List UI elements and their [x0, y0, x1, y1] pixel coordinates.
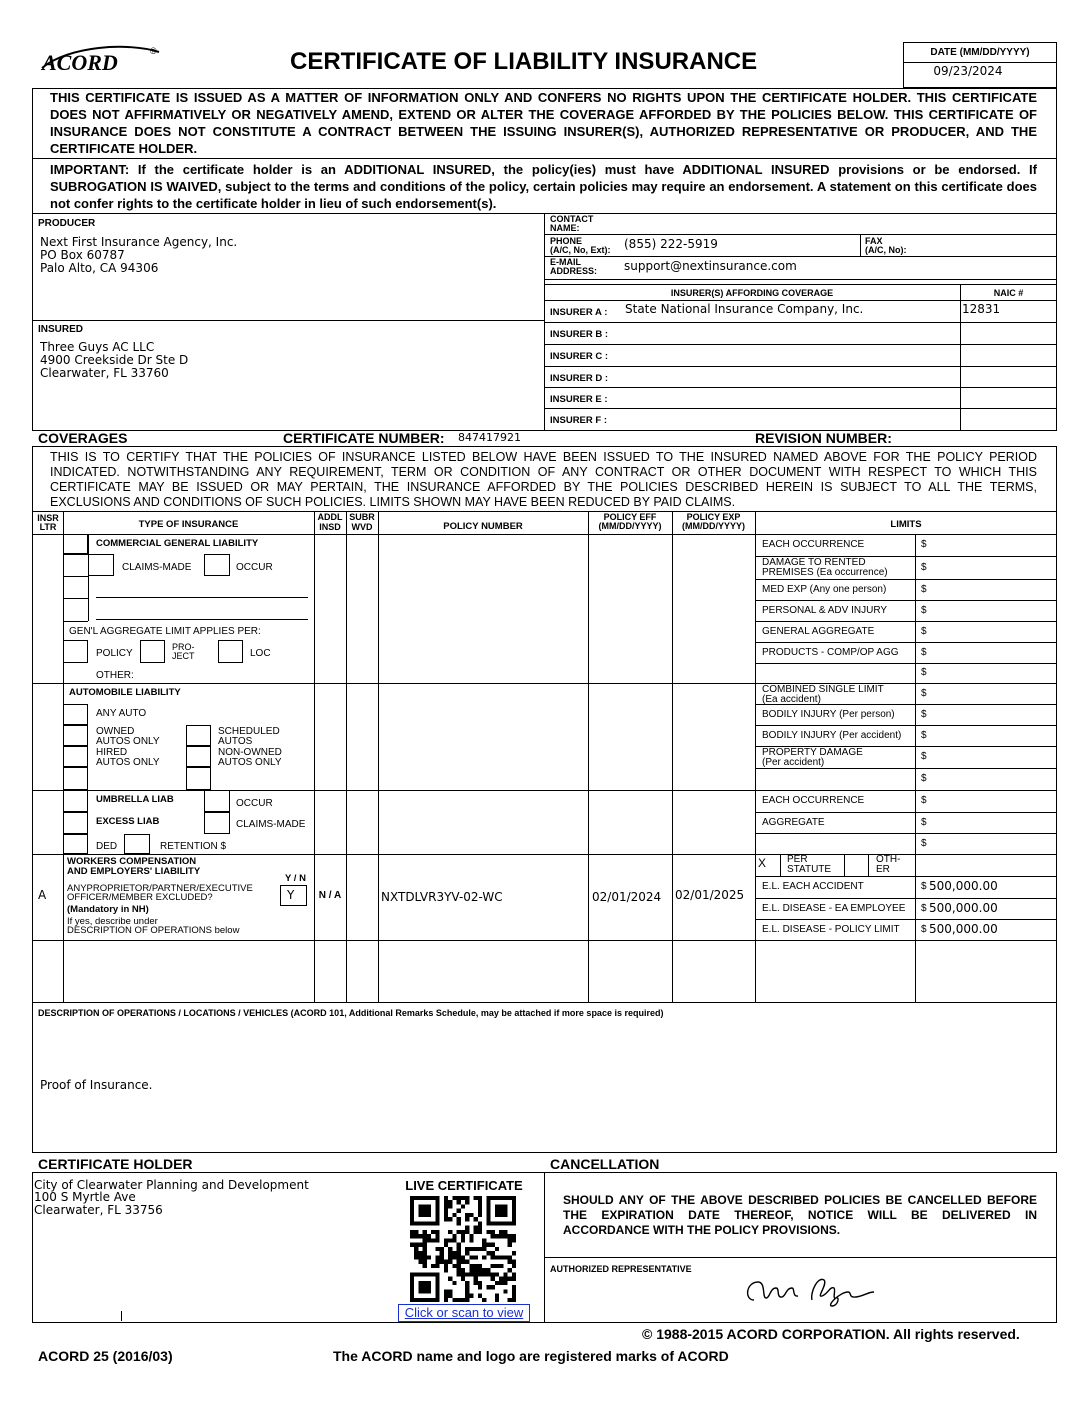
insurer-label: INSURER E : — [550, 394, 608, 405]
retention-checkbox[interactable] — [124, 834, 150, 854]
limit-dollar: $ — [921, 903, 927, 914]
scheduled-autos-checkbox[interactable] — [186, 725, 211, 746]
limit-label: GENERAL AGGREGATE — [762, 626, 875, 637]
limit-dollar: $ — [921, 626, 927, 637]
umbrella-claims-made-label: CLAIMS-MADE — [236, 819, 306, 830]
cert-number-value: 847417921 — [458, 431, 521, 444]
other-label: OTHER: — [96, 670, 134, 681]
insurers-header: INSURER(S) AFFORDING COVERAGE — [670, 288, 834, 298]
limit-dollar: $ — [921, 730, 927, 741]
holder-address1: 100 S Myrtle Ave — [34, 1190, 136, 1204]
col-policy-exp: POLICY EXP (MM/DD/YYYY) — [682, 512, 745, 531]
limit-dollar: $ — [921, 605, 927, 616]
limit-dollar: $ — [921, 881, 927, 892]
naic-header: NAIC # — [993, 288, 1024, 298]
limit-dollar: $ — [921, 817, 927, 828]
acord-logo — [38, 42, 163, 78]
limit-label: DAMAGE TO RENTED PREMISES (Ea occurrence) — [762, 557, 888, 578]
any-auto-label: ANY AUTO — [96, 708, 147, 719]
view-certificate-link[interactable]: Click or scan to view — [398, 1304, 530, 1322]
limit-label: AGGREGATE — [762, 817, 825, 828]
auto-title: AUTOMOBILE LIABILITY — [69, 687, 181, 698]
auto-blank-checkbox-2[interactable] — [186, 767, 211, 790]
live-certificate-label: LIVE CERTIFICATE — [405, 1178, 523, 1193]
insurer-label: INSURER F : — [550, 415, 607, 426]
insured-address2: Clearwater, FL 33760 — [40, 366, 169, 380]
limit-dollar: $ — [921, 688, 927, 699]
cancellation-label: CANCELLATION — [550, 1156, 660, 1172]
certificate-holder-label: CERTIFICATE HOLDER — [38, 1156, 193, 1172]
workers-policy-number: NXTDLVR3YV-02-WC — [381, 890, 503, 904]
col-limits: LIMITS — [890, 519, 922, 530]
limit-dollar: $ — [921, 647, 927, 658]
limit-dollar: $ — [921, 838, 927, 849]
insurer-naic: 12831 — [962, 302, 1001, 316]
date-label: DATE (MM/DD/YYYY) — [930, 47, 1030, 58]
svg-text:®: ® — [150, 46, 157, 56]
limit-label: PROPERTY DAMAGE (Per accident) — [762, 747, 863, 768]
cert-number-label: CERTIFICATE NUMBER: — [283, 430, 445, 446]
workers-excluded-value: Y — [287, 888, 295, 902]
limit-label: E.L. DISEASE - POLICY LIMIT — [762, 924, 900, 935]
holder-address2: Clearwater, FL 33756 — [34, 1203, 163, 1217]
col-policy-number: POLICY NUMBER — [443, 521, 523, 532]
insurer-name: State National Insurance Company, Inc. — [625, 302, 864, 316]
claims-made-checkbox[interactable] — [88, 554, 114, 576]
occur-checkbox[interactable] — [204, 554, 230, 576]
loc-checkbox[interactable] — [218, 640, 243, 663]
limit-dollar: $ — [921, 584, 927, 595]
per-statute-mark: X — [758, 856, 767, 870]
cancellation-text: SHOULD ANY OF THE ABOVE DESCRIBED POLICIES BE CANCELLED BEFORE THE EXPIRATION DATE THEREOF, NOTICE WILL BE DELIVERED IN ACCORDANCE WITH THE POLICY PROVISIONS. — [563, 1193, 1037, 1237]
excess-checkbox[interactable] — [63, 812, 88, 834]
workers-proprietor-label: ANYPROPRIETOR/PARTNER/EXECUTIVE OFFICER/MEMBER EXCLUDED? — [67, 883, 253, 903]
description-label: DESCRIPTION OF OPERATIONS / LOCATIONS / VEHICLES (ACORD 101, Additional Remarks Schedule, may be attached if more space is required) — [38, 1008, 664, 1018]
limit-label: BODILY INJURY (Per person) — [762, 709, 895, 720]
disclaimer-text: THIS CERTIFICATE IS ISSUED AS A MATTER OF INFORMATION ONLY AND CONFERS NO RIGHTS UPON THE CERTIFICATE HOLDER. THIS CERTIFICATE DOES NOT AFFIRMATIVELY OR NEGATIVELY AMEND, EXTEND OR ALTER THE COVERAGE AFFORDED BY THE POLICIES BELOW. THIS CERTIFICATE OF INSURANCE DOES NOT CONSTITUTE A CONTRACT BETWEEN THE ISSUING INSURER(S), AUTHORIZED REPRESENTATIVE OR PRODUCER, AND THE CERTIFICATE HOLDER. — [50, 90, 1037, 156]
limit-value: 500,000.00 — [929, 901, 998, 915]
umbrella-label: UMBRELLA LIAB — [96, 794, 174, 805]
limit-dollar: $ — [921, 795, 927, 806]
workers-yn-label: Y / N — [285, 873, 306, 884]
authorized-signature — [740, 1270, 880, 1312]
umbrella-checkbox[interactable] — [63, 790, 88, 812]
workers-mandatory: (Mandatory in NH) — [67, 904, 149, 915]
limit-dollar: $ — [921, 924, 927, 935]
policy-checkbox[interactable] — [63, 640, 88, 663]
limit-label: BODILY INJURY (Per accident) — [762, 730, 902, 741]
any-auto-checkbox[interactable] — [63, 704, 88, 725]
revision-number-label: REVISION NUMBER: — [755, 430, 892, 446]
phone-label: PHONE (A/C, No, Ext): — [550, 236, 611, 255]
insurer-label: INSURER A : — [550, 307, 608, 318]
per-statute-label: PER STATUTE — [787, 854, 832, 875]
insurer-label: INSURER B : — [550, 329, 609, 340]
policy-label: POLICY — [96, 648, 133, 659]
claims-made-label: CLAIMS-MADE — [122, 562, 192, 573]
copyright-text: © 1988-2015 ACORD CORPORATION. All rights reserved. — [642, 1326, 1020, 1342]
scheduled-autos-label: SCHEDULED AUTOS — [218, 726, 280, 747]
occur-label: OCCUR — [236, 562, 273, 573]
owned-autos-label: OWNED AUTOS ONLY — [96, 726, 160, 747]
producer-label: PRODUCER — [38, 218, 96, 229]
holder-name: City of Clearwater Planning and Development — [34, 1178, 309, 1192]
limit-dollar: $ — [921, 539, 927, 550]
producer-address2: Palo Alto, CA 94306 — [40, 261, 159, 275]
excess-label: EXCESS LIAB — [96, 816, 160, 827]
col-subr: SUBR WVD — [349, 512, 375, 532]
phone-value: (855) 222-5919 — [624, 237, 718, 251]
insured-name: Three Guys AC LLC — [40, 340, 155, 354]
limit-label: EACH OCCURRENCE — [762, 539, 865, 550]
ded-label: DED — [96, 841, 118, 852]
cgl-title: COMMERCIAL GENERAL LIABILITY — [96, 538, 259, 549]
limit-dollar: $ — [921, 667, 927, 678]
svg-text:ACORD: ACORD — [42, 50, 118, 75]
limit-dollar: $ — [921, 751, 927, 762]
nonowned-autos-label: NON-OWNED AUTOS ONLY — [218, 747, 282, 768]
limit-label: E.L. EACH ACCIDENT — [762, 881, 864, 892]
project-label: PRO- JECT — [172, 642, 195, 661]
producer-address1: PO Box 60787 — [40, 248, 125, 262]
col-policy-eff: POLICY EFF (MM/DD/YYYY) — [598, 512, 662, 531]
col-addl: ADDL INSD — [317, 512, 343, 532]
retention-label: RETENTION $ — [160, 841, 227, 852]
workers-insr-ltr: A — [38, 888, 47, 902]
col-insr-ltr: INSR LTR — [37, 513, 59, 532]
owned-autos-checkbox[interactable] — [63, 725, 88, 746]
other-statute-label: OTH- ER — [876, 854, 901, 875]
date-value: 09/23/2024 — [933, 64, 1003, 78]
col-type: TYPE OF INSURANCE — [138, 519, 239, 530]
email-label: E-MAIL ADDRESS: — [550, 257, 598, 276]
nonowned-autos-checkbox[interactable] — [186, 746, 211, 767]
loc-label: LOC — [250, 648, 271, 659]
authorized-rep-label: AUTHORIZED REPRESENTATIVE — [550, 1264, 692, 1274]
ded-checkbox[interactable] — [63, 834, 88, 854]
fax-label: FAX (A/C, No): — [865, 236, 907, 255]
agg-applies-label: GEN'L AGGREGATE LIMIT APPLIES PER: — [69, 626, 261, 637]
limit-value: 500,000.00 — [929, 922, 998, 936]
limit-dollar: $ — [921, 773, 927, 784]
limit-dollar: $ — [921, 709, 927, 720]
important-text: IMPORTANT: If the certificate holder is an ADDITIONAL INSURED, the policy(ies) must have ADDITIONAL INSURED provisions or be endorsed. If SUBROGATION IS WAIVED, subject to the terms and conditions of the policy, certain policies may require an endorsement. A statement on this certificate does not confer rights to the certificate holder in lieu of such endorsement(s). — [50, 162, 1037, 211]
insurer-label: INSURER C : — [550, 351, 609, 362]
contact-name-label: CONTACT NAME: — [550, 214, 594, 233]
limit-label: E.L. DISEASE - EA EMPLOYEE — [762, 903, 906, 914]
umbrella-occur-label: OCCUR — [236, 798, 273, 809]
project-checkbox[interactable] — [140, 640, 165, 663]
insured-label: INSURED — [38, 324, 84, 335]
workers-eff: 02/01/2024 — [592, 890, 662, 904]
cgl-checkbox[interactable] — [63, 534, 88, 554]
limit-dollar: $ — [921, 562, 927, 573]
limit-label: PERSONAL & ADV INJURY — [762, 605, 888, 616]
description-text: Proof of Insurance. — [40, 1078, 153, 1092]
workers-title: WORKERS COMPENSATION AND EMPLOYERS' LIABILITY — [67, 856, 201, 877]
form-number: ACORD 25 (2016/03) — [38, 1348, 173, 1364]
limit-label: EACH OCCURRENCE — [762, 795, 865, 806]
umbrella-claims-made-checkbox[interactable] — [204, 812, 230, 834]
workers-na: N / A — [318, 890, 342, 901]
insured-address1: 4900 Creekside Dr Ste D — [40, 353, 189, 367]
hired-autos-checkbox[interactable] — [63, 746, 88, 767]
page-title: CERTIFICATE OF LIABILITY INSURANCE — [290, 48, 758, 75]
umbrella-occur-checkbox[interactable] — [204, 790, 230, 812]
coverages-label: COVERAGES — [38, 430, 128, 446]
workers-exp: 02/01/2025 — [675, 888, 745, 902]
insurer-label: INSURER D : — [550, 373, 609, 384]
limit-label: MED EXP (Any one person) — [762, 584, 887, 595]
auto-blank-checkbox-1[interactable] — [63, 767, 88, 790]
workers-ifyes: If yes, describe under DESCRIPTION OF OPERATIONS below — [67, 916, 240, 936]
qr-code-icon[interactable] — [410, 1196, 516, 1302]
hired-autos-label: HIRED AUTOS ONLY — [96, 747, 160, 768]
coverages-statement: THIS IS TO CERTIFY THAT THE POLICIES OF INSURANCE LISTED BELOW HAVE BEEN ISSUED TO THE INSURED NAMED ABOVE FOR THE POLICY PERIOD INDICATED. NOTWITHSTANDING ANY REQUIREMENT, TERM OR CONDITION OF ANY CONTRACT OR OTHER DOCUMENT WITH RESPECT TO WHICH THIS CERTIFICATE MAY BE ISSUED OR MAY PERTAIN, THE INSURANCE AFFORDED BY THE POLICIES DESCRIBED HEREIN IS SUBJECT TO ALL THE TERMS, EXCLUSIONS AND CONDITIONS OF SUCH POLICIES. LIMITS SHOWN MAY HAVE BEEN REDUCED BY PAID CLAIMS. — [50, 450, 1037, 509]
registered-marks: The ACORD name and logo are registered marks of ACORD — [333, 1348, 729, 1364]
email-value: support@nextinsurance.com — [624, 259, 797, 273]
limit-label: COMBINED SINGLE LIMIT (Ea accident) — [762, 684, 884, 705]
limit-label: PRODUCTS - COMP/OP AGG — [762, 647, 899, 658]
limit-value: 500,000.00 — [929, 879, 998, 893]
producer-name: Next First Insurance Agency, Inc. — [40, 235, 238, 249]
